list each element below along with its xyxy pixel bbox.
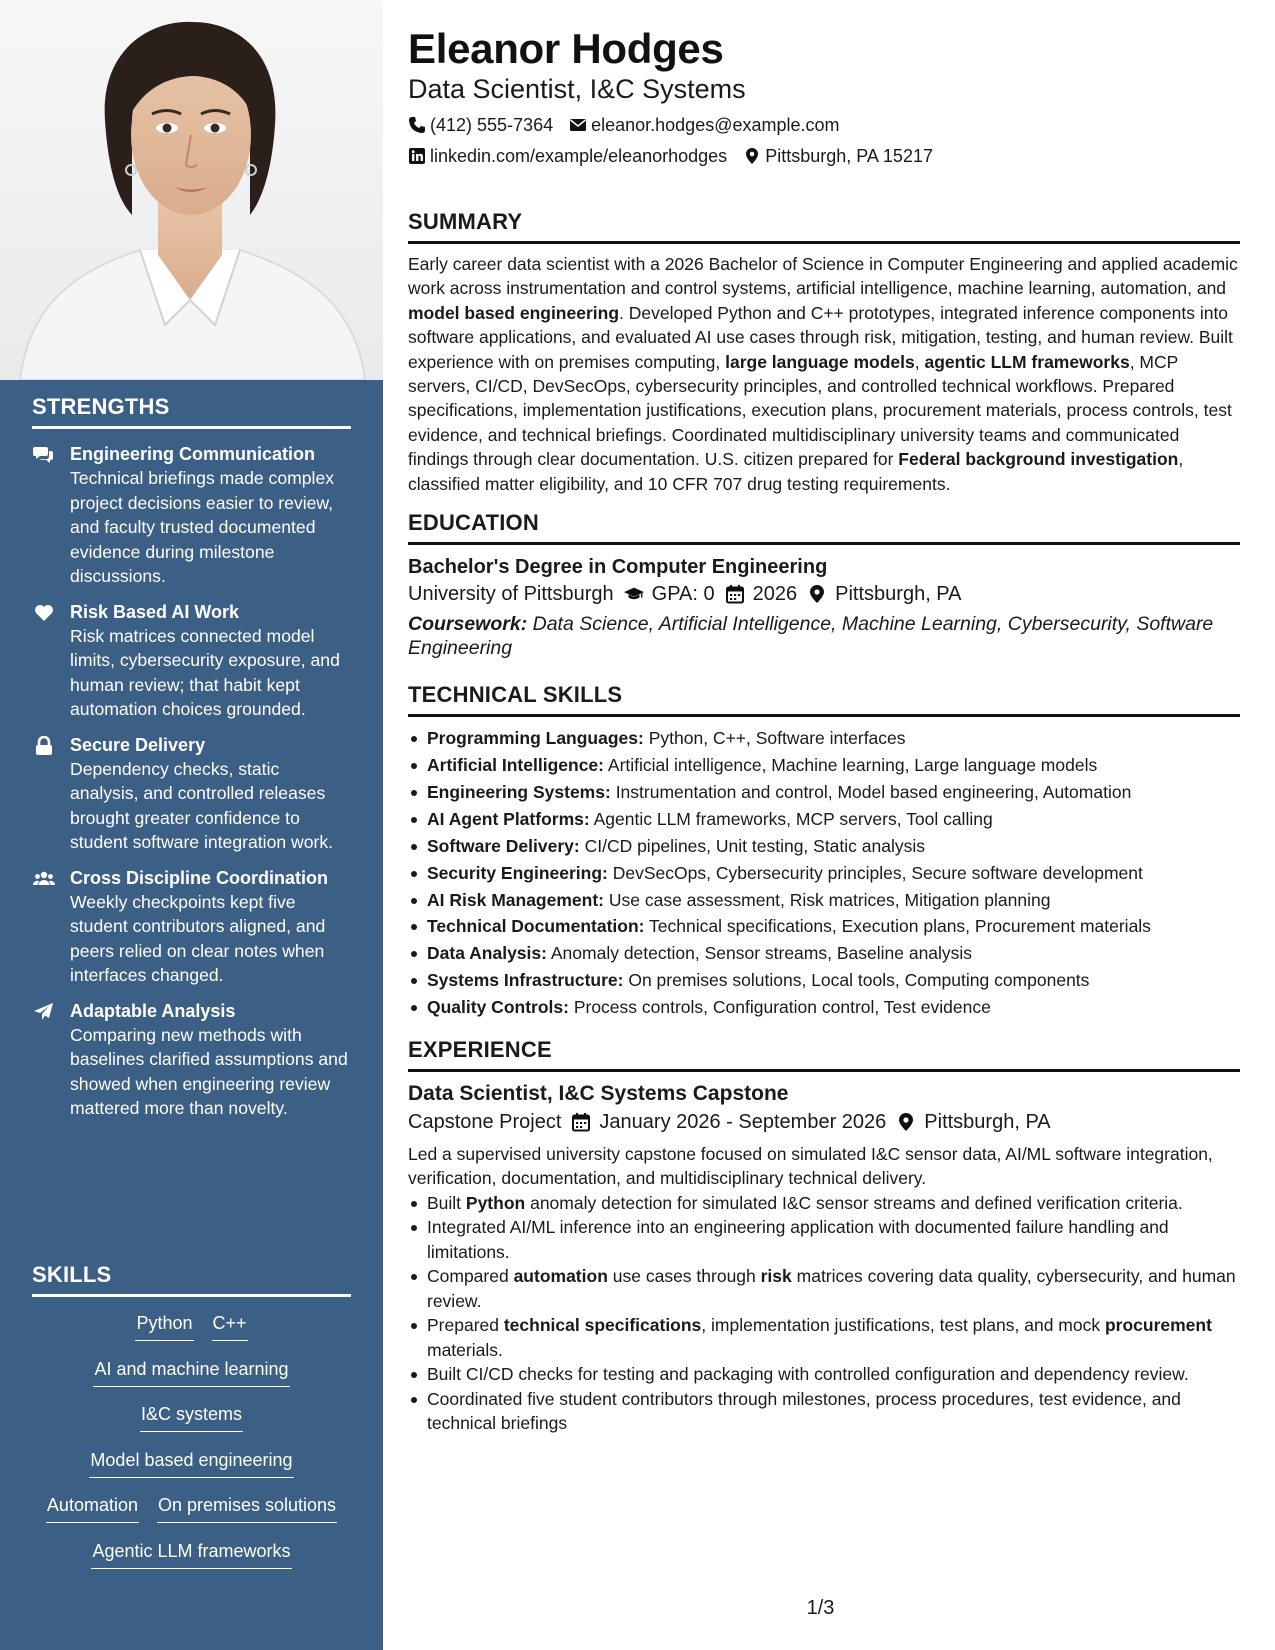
gpa-value: GPA: 0	[651, 583, 715, 606]
strength-item	[32, 867, 351, 988]
summary-heading: SUMMARY	[408, 209, 1240, 244]
strength-description: Weekly checkpoints kept five student contributors aligned, and peers relied on clear notes when interfaces changed.	[70, 891, 326, 985]
job-bullet: Compared automation use cases through risk matrices covering data quality, cybersecurity, and human review.	[408, 1264, 1240, 1313]
skill-tag: C++	[212, 1311, 248, 1341]
skill-list-item: Systems Infrastructure: On premises solutions, Local tools, Computing components	[408, 967, 1240, 994]
summary-text: Early career data scientist with a 2026 Bachelor of Science in Computer Engineering and applied academic work across instrumentation and control systems, artificial intelligence, machine learning, automation, and model based engineering. Developed Python and C++ prototypes, integrated inference components into software applications, and evaluated AI use cases through risk, mitigation, testing, and human review. Built experience with on premises computing, large language models, agentic LLM frameworks, MCP servers, CI/CD, DevSecOps, cybersecurity principles, and controlled technical workflows. Prepared specifications, implementation justifications, execution plans, procurement materials, process controls, test evidence, and technical briefings. Coordinated multidisciplinary university teams and communicated findings through clear documentation. U.S. citizen prepared for Federal background investigation, classified matter eligibility, and 10 CFR 707 drug testing requirements.	[408, 254, 1238, 494]
strengths-heading: STRENGTHS	[32, 394, 351, 429]
job-bullet: Built CI/CD checks for testing and packaging with controlled configuration and dependency review.	[408, 1362, 1240, 1387]
skill-list-item: Engineering Systems: Instrumentation and control, Model based engineering, Automation	[408, 779, 1240, 806]
heart-icon	[33, 603, 55, 623]
email-contact[interactable]	[569, 114, 839, 136]
strength-item	[32, 601, 351, 722]
profile-photo	[0, 0, 383, 380]
job-location-item	[896, 1108, 1050, 1136]
skill-tag: Python	[135, 1311, 193, 1341]
linkedin-icon	[408, 147, 426, 165]
education-heading: EDUCATION	[408, 510, 1240, 545]
envelope-icon	[569, 116, 587, 134]
technical-skills-section	[408, 682, 1240, 1021]
strength-title: Risk Based AI Work	[70, 601, 240, 622]
linkedin-url: linkedin.com/example/eleanorhodges	[430, 146, 728, 166]
person-title: Data Scientist, I&C Systems	[408, 74, 746, 104]
skill-tag: I&C systems	[140, 1402, 243, 1432]
skill-list-item: AI Risk Management: Use case assessment, Risk matrices, Mitigation planning	[408, 887, 1240, 914]
linkedin-contact[interactable]	[408, 145, 727, 167]
edu-location-item	[807, 580, 961, 608]
job-intro: Led a supervised university capstone focused on simulated I&C sensor data, AI/ML software integration, verification, documentation, and multidisciplinary technical delivery.	[408, 1144, 1213, 1189]
skill-tag: Agentic LLM frameworks	[91, 1539, 291, 1569]
skill-tag: Automation	[46, 1493, 139, 1523]
contact-row	[408, 114, 1240, 136]
skills-heading: SKILLS	[32, 1262, 351, 1297]
email-address: eleanor.hodges@example.com	[591, 115, 840, 135]
job-bullet: Integrated AI/ML inference into an engineering application with documented failure handling and limitations.	[408, 1215, 1240, 1264]
strength-item	[32, 734, 351, 855]
strength-description: Comparing new methods with baselines clarified assumptions and showed when engineering review mattered more than novelty.	[70, 1024, 348, 1118]
school-name: University of Pittsburgh	[408, 583, 614, 606]
job-location: Pittsburgh, PA	[924, 1111, 1051, 1134]
education-section	[408, 510, 1240, 660]
skills-section	[32, 1262, 351, 1584]
page-number-text: 1/3	[806, 1597, 835, 1619]
skill-list-item: Security Engineering: DevSecOps, Cybersecurity principles, Secure software development	[408, 860, 1240, 887]
strength-title: Adaptable Analysis	[70, 1000, 236, 1021]
summary-section	[408, 209, 1240, 496]
portrait-image	[0, 0, 383, 380]
location-text: Pittsburgh, PA 15217	[765, 146, 933, 166]
contact-row	[408, 145, 1240, 167]
graduation-cap-icon	[624, 584, 644, 604]
phone-contact[interactable]	[408, 114, 553, 136]
technical-skills-heading: TECHNICAL SKILLS	[408, 682, 1240, 717]
skill-list-item: Technical Documentation: Technical specifications, Execution plans, Procurement materials	[408, 913, 1240, 940]
skill-list-item: Quality Controls: Process controls, Configuration control, Test evidence	[408, 994, 1240, 1021]
calendar-icon	[571, 1112, 591, 1132]
strength-description: Dependency checks, static analysis, and controlled releases brought greater confidence to student software integration work.	[70, 758, 334, 852]
skills-list	[32, 1311, 351, 1584]
strength-title: Engineering Communication	[70, 444, 316, 464]
paper-plane-icon	[33, 1002, 55, 1022]
skill-list-item: Programming Languages: Python, C++, Software interfaces	[408, 725, 1240, 752]
job-bullet: Built Python anomaly detection for simulated I&C sensor streams and defined verification criteria.	[408, 1191, 1240, 1216]
job-bullet: Prepared technical specifications, implementation justifications, test plans, and mock procurement materials.	[408, 1313, 1240, 1362]
degree-title: Bachelor's Degree in Computer Engineering	[408, 556, 828, 579]
job-meta	[408, 1108, 1240, 1136]
job-title: Data Scientist, I&C Systems Capstone	[408, 1082, 789, 1106]
strength-title: Cross Discipline Coordination	[70, 867, 329, 888]
phone-icon	[408, 116, 426, 134]
experience-section	[408, 1037, 1240, 1436]
strength-description: Risk matrices connected model limits, cybersecurity exposure, and human review; that habit kept automation choices grounded.	[70, 625, 340, 719]
job-organization: Capstone Project	[408, 1111, 562, 1134]
lock-icon	[33, 736, 55, 756]
skill-tag: On premises solutions	[157, 1493, 337, 1523]
education-location: Pittsburgh, PA	[835, 583, 962, 606]
gpa-item	[624, 580, 715, 608]
map-pin-icon	[743, 147, 761, 165]
users-icon	[33, 869, 55, 889]
coursework-list: Data Science, Artificial Intelligence, Machine Learning, Cybersecurity, Software Engineering	[408, 613, 1214, 660]
strength-item	[32, 1000, 351, 1121]
map-pin-icon	[896, 1112, 916, 1132]
comments-icon	[33, 445, 55, 465]
skill-list-item: Software Delivery: CI/CD pipelines, Unit testing, Static analysis	[408, 833, 1240, 860]
sidebar	[0, 0, 383, 1650]
job-bullets	[408, 1191, 1240, 1436]
coursework-label: Coursework:	[408, 613, 528, 636]
page-number	[0, 1597, 1275, 1620]
coursework	[408, 612, 1240, 660]
calendar-icon	[725, 584, 745, 604]
skill-tag: Model based engineering	[89, 1448, 293, 1478]
map-pin-icon	[807, 584, 827, 604]
skill-tag: AI and machine learning	[93, 1357, 289, 1387]
technical-skills-list	[408, 725, 1240, 1021]
person-name: Eleanor Hodges	[408, 25, 724, 72]
strengths-section	[32, 394, 351, 1121]
job-bullet: Coordinated five student contributors through milestones, process procedures, test evidence, and technical briefings	[408, 1387, 1240, 1436]
skill-list-item: Artificial Intelligence: Artificial intelligence, Machine learning, Large language models	[408, 752, 1240, 779]
year-item	[725, 580, 798, 608]
job-dates-item	[571, 1108, 886, 1136]
experience-heading: EXPERIENCE	[408, 1037, 1240, 1072]
education-meta	[408, 580, 1240, 608]
job-dates: January 2026 - September 2026	[599, 1111, 887, 1134]
strength-title: Secure Delivery	[70, 734, 206, 755]
strength-description: Technical briefings made complex project decisions easier to review, and faculty trusted documented evidence during milestone discussions.	[70, 468, 335, 586]
skill-list-item: AI Agent Platforms: Agentic LLM frameworks, MCP servers, Tool calling	[408, 806, 1240, 833]
location-contact	[743, 145, 933, 167]
phone-number: (412) 555-7364	[430, 115, 554, 135]
skill-list-item: Data Analysis: Anomaly detection, Sensor streams, Baseline analysis	[408, 940, 1240, 967]
main-content	[408, 24, 1240, 1436]
graduation-year: 2026	[752, 583, 798, 606]
strength-item	[32, 443, 351, 589]
